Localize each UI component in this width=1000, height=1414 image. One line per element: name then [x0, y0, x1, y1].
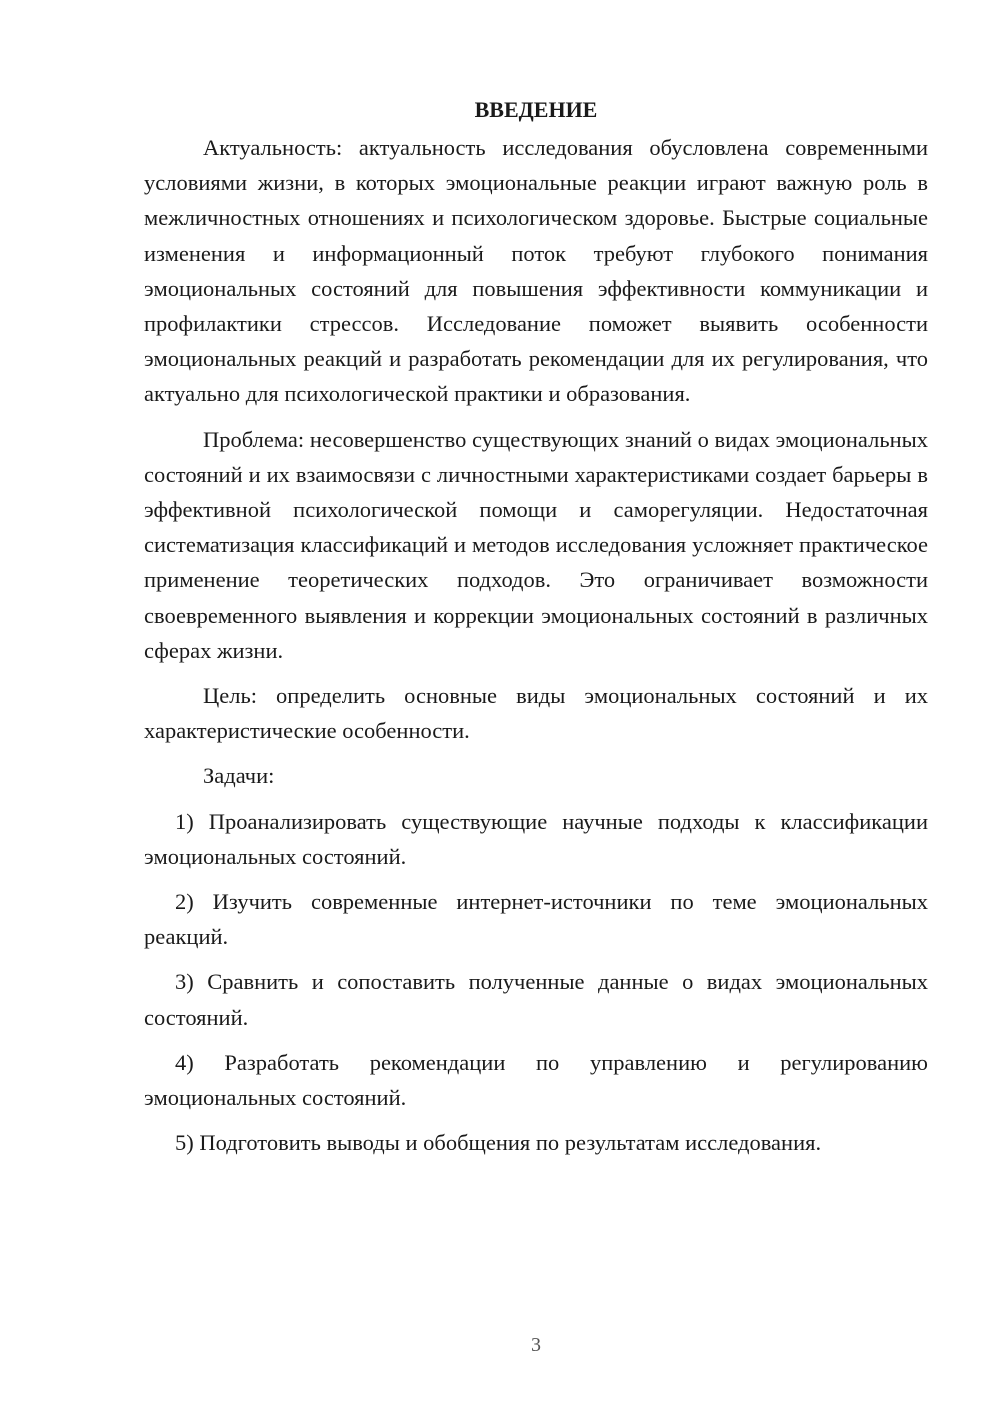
- problem-paragraph: Проблема: несовершенство существующих знаний о видах эмоциональных состояний и их взаимосвязи с личностными характеристиками создает барьеры в эффективной психологической помощи и саморегуляции. Недостаточная систематизация классификаций и методов исследования усложняет практическое применение теоретических подходов. Это ограничивает возможности своевременного выявления и коррекции эмоциональных состояний в различных сферах жизни.: [144, 426, 928, 663]
- task-item-5: 5) Подготовить выводы и обобщения по результатам исследования.: [175, 1130, 822, 1156]
- tasks-label: Задачи:: [203, 763, 275, 789]
- task-item-1: 1) Проанализировать существующие научные подходы к классификации эмоциональных состояний.: [144, 808, 928, 869]
- section-heading: ВВЕДЕНИЕ: [474, 97, 598, 122]
- goal-paragraph: Цель: определить основные виды эмоциональных состояний и их характеристические особенности.: [144, 683, 928, 744]
- page-number: 3: [531, 1334, 541, 1356]
- task-item-2: 2) Изучить современные интернет-источники по теме эмоциональных реакций.: [144, 889, 928, 950]
- task-item-4: 4) Разработать рекомендации по управлению и регулированию эмоциональных состояний.: [144, 1049, 928, 1111]
- task-item-3: 3) Сравнить и сопоставить полученные данные о видах эмоциональных состояний.: [144, 969, 928, 1030]
- relevance-paragraph: Актуальность: актуальность исследования обусловлена современными условиями жизни, в которых эмоциональные реакции играют важную роль в межличностных отношениях и психологическом здоровье. Быстрые социальные изменения и информационный поток требуют глубокого понимания эмоциональных состояний для повышения эффективности коммуникации и профилактики стрессов. Исследование поможет выявить особенности эмоциональных реакций и разработать рекомендации для их регулирования, что актуально для психологической практики и образования.: [144, 135, 928, 407]
